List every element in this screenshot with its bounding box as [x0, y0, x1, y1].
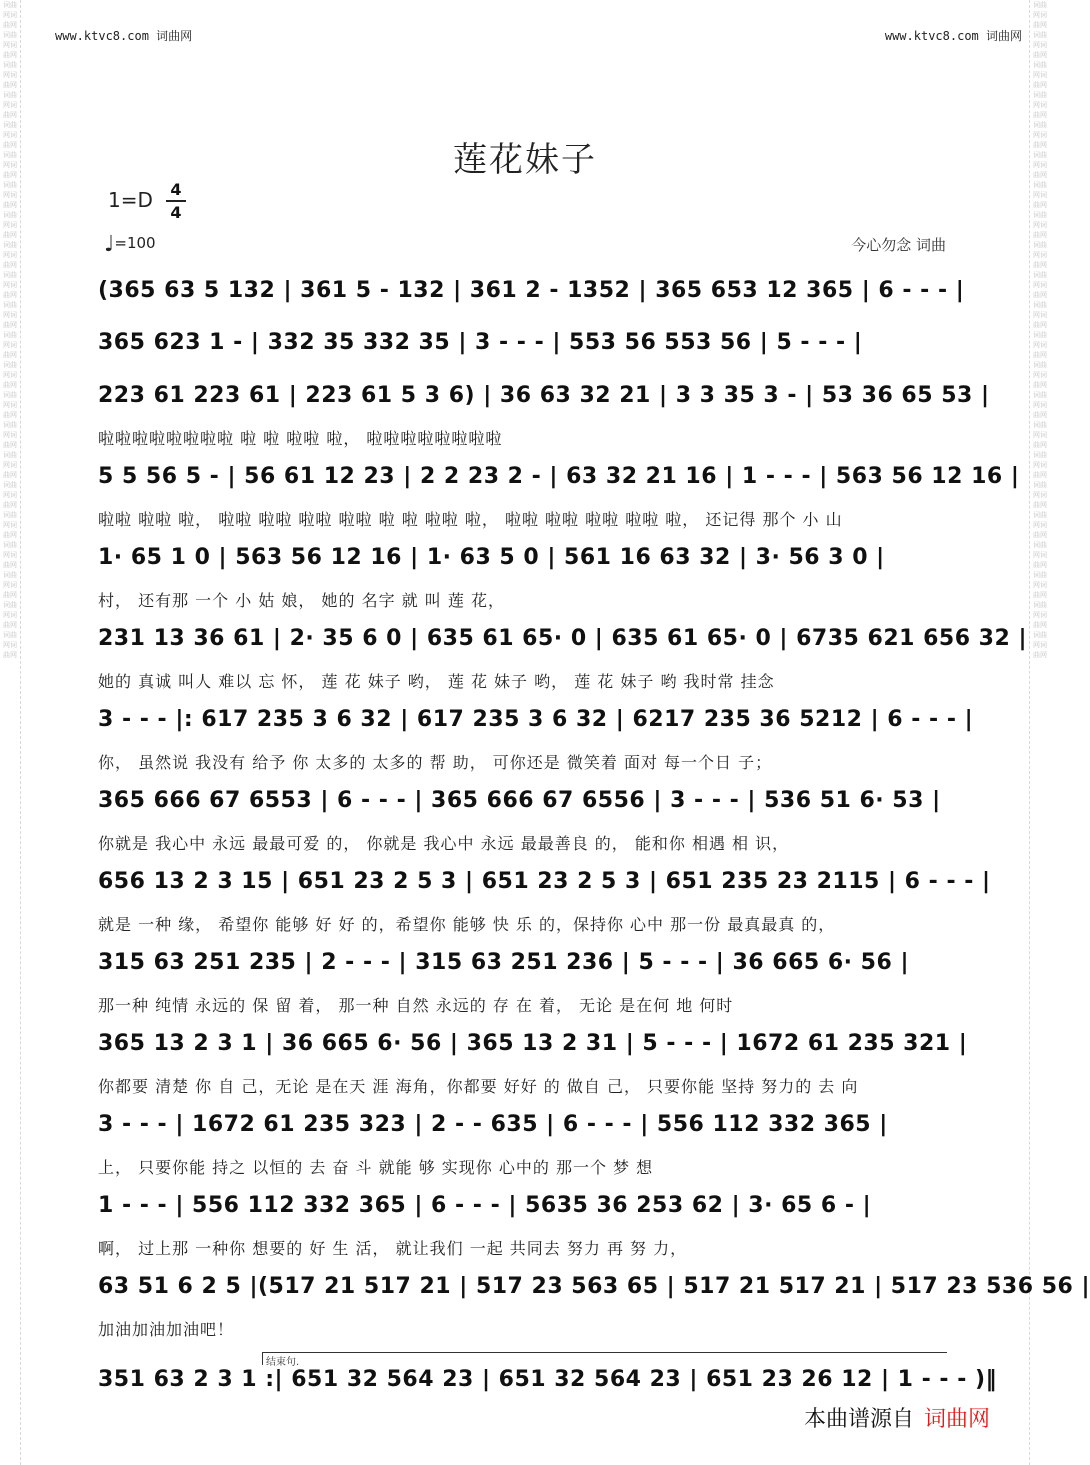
song-title: 莲花妹子: [453, 140, 597, 180]
source-text: 本曲谱源自: [803, 1407, 914, 1432]
notation-row: 351 63 2 3 1 :| 651 32 564 23 | 651 32 564 23 | 651 23 26 12 | 1 - - - )‖: [98, 1367, 998, 1392]
site-watermark-right: www.ktvc8.com 词曲网: [884, 29, 1022, 43]
lyric-row: 啊， 过上那 一种你 想要的 好 生 活， 就让我们 一起 共同去 努力 再 努 力，: [98, 1239, 688, 1258]
source-brand: 词曲网: [923, 1407, 990, 1432]
lyric-row: 你都要 清楚 你 自 己，无论 是在天 涯 海角，你都要 好好 的 做自 己， 只要你能 坚持 努力的 去 向: [98, 1077, 859, 1096]
ending-bracket: [262, 1352, 947, 1365]
notation-row: 656 13 2 3 15 | 651 23 2 5 3 | 651 23 2 5 3 | 651 235 23 2115 | 6 - - - |: [98, 869, 991, 894]
lyric-row: 你就是 我心中 永远 最最可爱 的， 你就是 我心中 永远 最最善良 的， 能和你 相遇 相 识，: [98, 834, 790, 853]
lyric-row: 她的 真诚 叫人 难以 忘 怀， 莲 花 妹子 哟， 莲 花 妹子 哟， 莲 花 妹子 哟 我时常 挂念: [98, 672, 775, 691]
key-signature: 1=D: [108, 188, 153, 212]
side-watermark-left: 词曲网词曲网词曲网词曲网词曲网词曲网词曲网词曲网词曲网词曲网词曲网词曲网词曲网词曲网词曲网词曲网词曲网词曲网词曲网词曲网词曲网词曲网词曲网词曲网词曲网词曲网词曲网词曲网词曲网词曲网词曲网词曲网词曲网词曲网词曲网词曲网词曲网词曲网词曲网词曲网词曲网词曲网词曲网词曲网: [3, 0, 17, 1465]
lyric-row: 加油加油加油吧！: [98, 1320, 235, 1339]
notation-row: (365 63 5 132 | 361 5 - 132 | 361 2 - 1352 | 365 653 12 365 | 6 - - - |: [98, 278, 965, 303]
notation-row: 365 623 1 - | 332 35 332 35 | 3 - - - | 553 56 553 56 | 5 - - - |: [98, 330, 863, 355]
meter-bottom: 4: [170, 203, 182, 222]
lyric-row: 啦啦 啦啦 啦， 啦啦 啦啦 啦啦 啦啦 啦 啦 啦啦 啦， 啦啦 啦啦 啦啦 啦啦 啦， 还记得 那个 小 山: [98, 510, 843, 529]
notation-row: 315 63 251 235 | 2 - - - | 315 63 251 236 | 5 - - - | 36 665 6· 56 |: [98, 950, 909, 975]
author-credit: 今心勿念 词曲: [851, 236, 946, 254]
notation-row: 63 51 6 2 5 |(517 21 517 21 | 517 23 563 65 | 517 21 517 21 | 517 23 536 56 |: [98, 1274, 1090, 1299]
side-watermark-right: 词曲网词曲网词曲网词曲网词曲网词曲网词曲网词曲网词曲网词曲网词曲网词曲网词曲网词曲网词曲网词曲网词曲网词曲网词曲网词曲网词曲网词曲网词曲网词曲网词曲网词曲网词曲网词曲网词曲网词曲网词曲网词曲网词曲网词曲网词曲网词曲网词曲网词曲网词曲网词曲网词曲网词曲网词曲网词曲网: [1033, 0, 1047, 1465]
meter-top: 4: [170, 180, 182, 199]
site-watermark-left: www.ktvc8.com 词曲网: [55, 29, 193, 43]
notation-row: 365 666 67 6553 | 6 - - - | 365 666 67 6556 | 3 - - - | 536 51 6· 53 |: [98, 788, 941, 813]
time-signature: [166, 180, 186, 222]
notation-row: 3 - - - | 1672 61 235 323 | 2 - - 635 | 6 - - - | 556 112 332 365 |: [98, 1112, 888, 1137]
lyric-row: 你， 虽然说 我没有 给予 你 太多的 太多的 帮 助， 可你还是 微笑着 面对 每一个日 子；: [98, 753, 773, 772]
lyric-row: 上， 只要你能 持之 以恒的 去 奋 斗 就能 够 实现你 心中的 那一个 梦 想: [98, 1158, 654, 1177]
lyric-row: 那一种 纯情 永远的 保 留 着， 那一种 自然 永远的 存 在 着， 无论 是在何 地 何时: [98, 996, 734, 1015]
notation-row: 1 - - - | 556 112 332 365 | 6 - - - | 5635 36 253 62 | 3· 65 6 - |: [98, 1193, 872, 1218]
notation-row: 3 - - - |: 617 235 3 6 32 | 617 235 3 6 32 | 6217 235 36 5212 | 6 - - - |: [98, 707, 974, 732]
notation-row: 223 61 223 61 | 223 61 5 3 6) | 36 63 32 21 | 3 3 35 3 - | 53 36 65 53 |: [98, 383, 990, 408]
notation-row: 1· 65 1 0 | 563 56 12 16 | 1· 63 5 0 | 561 16 63 32 | 3· 56 3 0 |: [98, 545, 885, 570]
lyric-row: 啦啦啦啦啦啦啦啦 啦 啦 啦啦 啦， 啦啦啦啦啦啦啦啦: [98, 429, 503, 448]
tempo-value: =100: [114, 234, 156, 252]
notation-row: 5 5 56 5 - | 56 61 12 23 | 2 2 23 2 - | 63 32 21 16 | 1 - - - | 563 56 12 16 |: [98, 464, 1020, 489]
ending-label: 结束句.: [266, 1357, 300, 1368]
quarter-note-icon: ♩: [104, 232, 115, 257]
source-credit: [804, 1402, 990, 1433]
tempo-marking: [104, 232, 156, 257]
notation-row: 231 13 36 61 | 2· 35 6 0 | 635 61 65· 0 | 635 61 65· 0 | 6735 621 656 32 |: [98, 626, 1027, 651]
lyric-row: 就是 一种 缘， 希望你 能够 好 好 的，希望你 能够 快 乐 的，保持你 心中 那一份 最真最真 的，: [98, 915, 836, 934]
meter-bar: [166, 200, 186, 202]
notation-row: 365 13 2 3 1 | 36 665 6· 56 | 365 13 2 31 | 5 - - - | 1672 61 235 321 |: [98, 1031, 968, 1056]
lyric-row: 村， 还有那 一个 小 姑 娘， 她的 名字 就 叫 莲 花，: [98, 591, 505, 610]
